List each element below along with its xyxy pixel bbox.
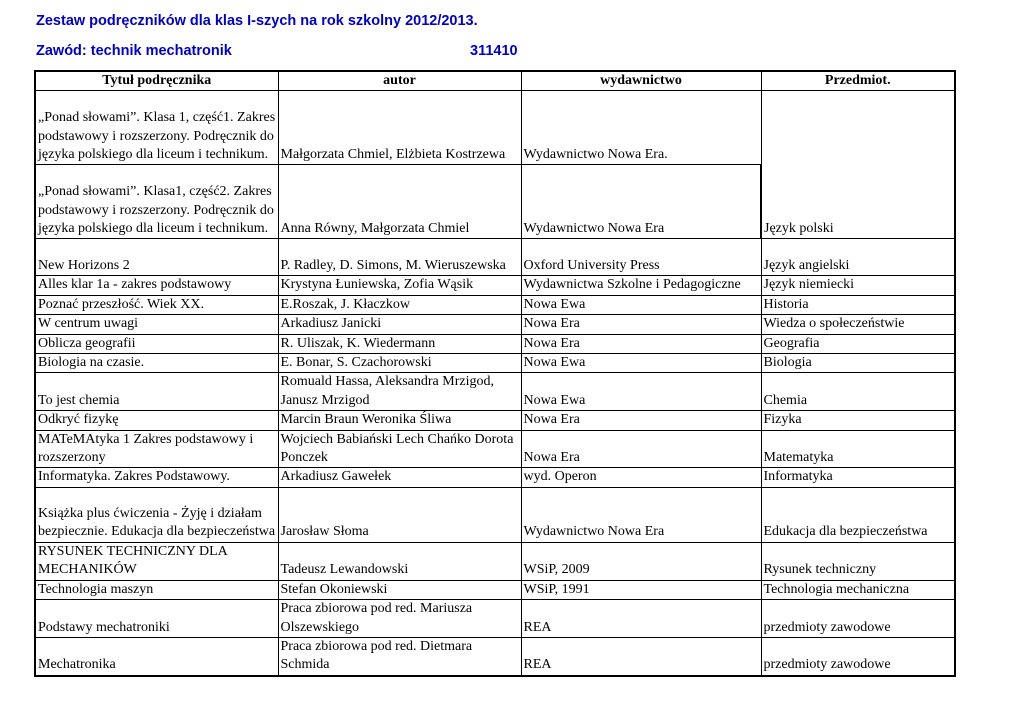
table-row [35,91,955,165]
table-row [35,430,955,468]
profession-label: Zawód: technik mechatronik [36,43,232,59]
cell-title: Informatyka. Zakres Podstawowy. [35,468,278,487]
cell-title: Alles klar 1a - zakres podstawowy [35,276,278,295]
cell-publisher: REA [521,600,761,638]
cell-title: RYSUNEK TECHNICZNY DLA MECHANIKÓW [35,542,278,580]
table-row [35,276,955,295]
cell-publisher: Nowa Ewa [521,295,761,314]
cell-subject: Informatyka [761,468,955,487]
cell-author: Arkadiusz Janicki [278,315,521,334]
column-header-subject: Przedmiot. [761,71,955,91]
cell-subject: Edukacja dla bezpieczeństwa [761,487,955,542]
cell-author: E. Bonar, S. Czachorowski [278,354,521,373]
table-row [35,295,955,314]
cell-title: New Horizons 2 [35,239,278,276]
table-row [35,354,955,373]
cell-title: Podstawy mechatroniki [35,600,278,638]
column-header-title: Tytuł podręcznika [35,71,278,91]
cell-subject: Fizyka [761,411,955,430]
cell-subject: Wiedza o społeczeństwie [761,315,955,334]
cell-author: Marcin Braun Weronika Śliwa [278,411,521,430]
cell-title: Biologia na czasie. [35,354,278,373]
table-row [35,315,955,334]
cell-title: Poznać przeszłość. Wiek XX. [35,295,278,314]
table-row [35,542,955,580]
table-row [35,411,955,430]
cell-publisher: Wydawnictwa Szkolne i Pedagogiczne [521,276,761,295]
cell-subject: Język polski [761,91,955,239]
cell-subject: Matematyka [761,430,955,468]
cell-subject: Język angielski [761,239,955,276]
cell-title: „Ponad słowami”. Klasa 1, część1. Zakres podstawowy i rozszerzony. Podręcznik do języka polskiego dla liceum i technikum. [35,91,278,165]
table-row [35,600,955,638]
textbook-table [34,70,956,677]
cell-author: Tadeusz Lewandowski [278,542,521,580]
cell-publisher: Nowa Era [521,411,761,430]
table-row [35,487,955,542]
table-row [35,637,955,675]
cell-publisher: WSiP, 1991 [521,580,761,599]
cell-author: Praca zbiorowa pod red. Mariusza Olszewskiego [278,600,521,638]
cell-author: P. Radley, D. Simons, M. Wieruszewska [278,239,521,276]
cell-subject: Historia [761,295,955,314]
cell-title: MATeMAtyka 1 Zakres podstawowy i rozszerzony [35,430,278,468]
cell-author: E.Roszak, J. Kłaczkow [278,295,521,314]
cell-publisher: REA [521,637,761,675]
cell-subject: Język niemiecki [761,276,955,295]
cell-title: W centrum uwagi [35,315,278,334]
cell-author: Stefan Okoniewski [278,580,521,599]
cell-publisher: Wydawnictwo Nowa Era [521,165,761,239]
cell-publisher: Nowa Era [521,334,761,353]
cell-title: „Ponad słowami”. Klasa1, część2. Zakres podstawowy i rozszerzony. Podręcznik do języka polskiego dla liceum i technikum. [35,165,278,239]
table-row [35,580,955,599]
cell-publisher: Wydawnictwo Nowa Era. [521,91,761,165]
cell-title: To jest chemia [35,373,278,411]
cell-subject: przedmioty zawodowe [761,600,955,638]
cell-publisher: Oxford University Press [521,239,761,276]
cell-publisher: Nowa Ewa [521,354,761,373]
cell-author: Wojciech Babiański Lech Chańko Dorota Ponczek [278,430,521,468]
cell-author: Anna Równy, Małgorzata Chmiel [278,165,521,239]
cell-publisher: Wydawnictwo Nowa Era [521,487,761,542]
column-header-publisher: wydawnictwo [521,71,761,91]
page-title: Zestaw podręczników dla klas I-szych na rok szkolny 2012/2013. [36,13,478,29]
cell-title: Oblicza geografii [35,334,278,353]
cell-subject: Chemia [761,373,955,411]
cell-publisher: Nowa Era [521,315,761,334]
cell-author: Małgorzata Chmiel, Elżbieta Kostrzewa [278,91,521,165]
cell-author: R. Uliszak, K. Wiedermann [278,334,521,353]
table-row [35,239,955,276]
cell-author: Krystyna Łuniewska, Zofia Wąsik [278,276,521,295]
cell-subject: Rysunek techniczny [761,542,955,580]
cell-subject: Geografia [761,334,955,353]
cell-publisher: Nowa Ewa [521,373,761,411]
cell-author: Praca zbiorowa pod red. Dietmara Schmida [278,637,521,675]
table-row [35,373,955,411]
cell-author: Arkadiusz Gawełek [278,468,521,487]
table-header-row [35,71,955,91]
cell-title: Technologia maszyn [35,580,278,599]
profession-code: 311410 [470,43,518,59]
cell-publisher: WSiP, 2009 [521,542,761,580]
column-header-author: autor [278,71,521,91]
cell-subject: przedmioty zawodowe [761,637,955,675]
cell-author: Romuald Hassa, Aleksandra Mrzigod, Janusz Mrzigod [278,373,521,411]
cell-title: Odkryć fizykę [35,411,278,430]
table-row [35,334,955,353]
cell-publisher: wyd. Operon [521,468,761,487]
cell-author: Jarosław Słoma [278,487,521,542]
table-row [35,468,955,487]
cell-title: Mechatronika [35,637,278,675]
cell-subject: Biologia [761,354,955,373]
cell-publisher: Nowa Era [521,430,761,468]
cell-title: Książka plus ćwiczenia - Żyję i działam bezpiecznie. Edukacja dla bezpieczeństwa [35,487,278,542]
cell-subject: Technologia mechaniczna [761,580,955,599]
